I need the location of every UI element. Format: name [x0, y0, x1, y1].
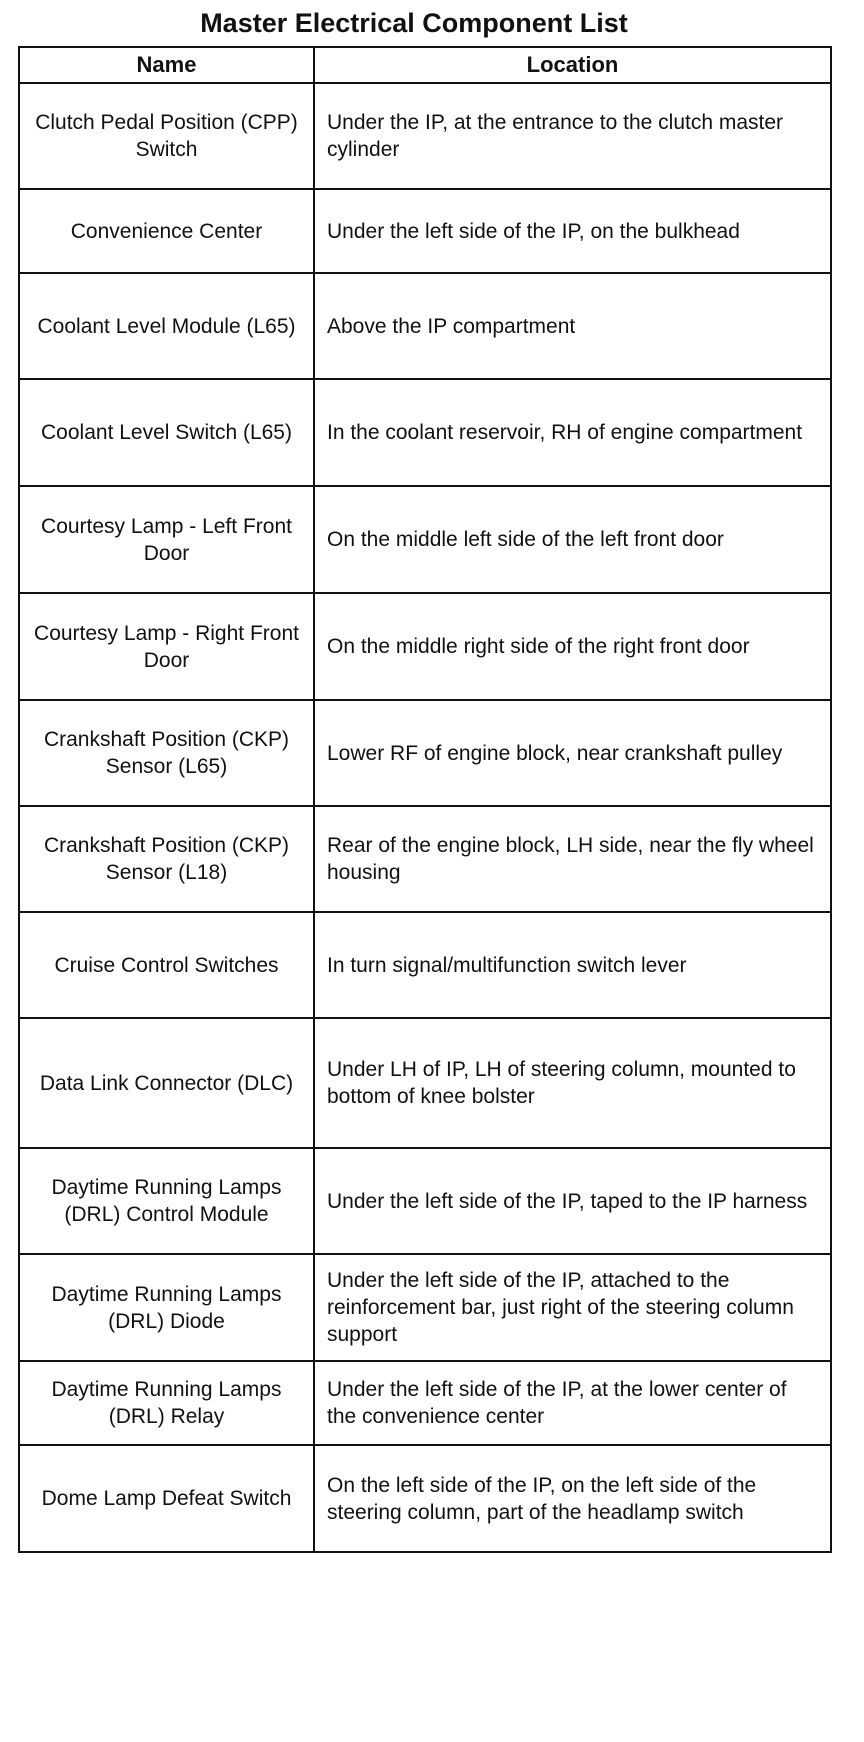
- component-name: Dome Lamp Defeat Switch: [19, 1445, 314, 1552]
- component-table: [18, 46, 832, 1553]
- component-location: In turn signal/multifunction switch lever: [314, 912, 831, 1018]
- component-name: Crankshaft Position (CKP) Sensor (L18): [19, 806, 314, 912]
- component-name: Courtesy Lamp - Right Front Door: [19, 593, 314, 700]
- table-row: [19, 189, 831, 273]
- table-header-row: [19, 47, 831, 83]
- column-header-location: Location: [314, 47, 831, 83]
- component-name: Convenience Center: [19, 189, 314, 273]
- table-row: [19, 912, 831, 1018]
- table-row: [19, 593, 831, 700]
- component-location: On the middle left side of the left front door: [314, 486, 831, 593]
- table-row: [19, 486, 831, 593]
- component-location: Under the left side of the IP, at the lower center of the convenience center: [314, 1361, 831, 1445]
- table-row: [19, 806, 831, 912]
- component-location: Rear of the engine block, LH side, near the fly wheel housing: [314, 806, 831, 912]
- page-title: Master Electrical Component List: [200, 8, 628, 38]
- component-name: Clutch Pedal Position (CPP) Switch: [19, 83, 314, 189]
- table-row: [19, 700, 831, 806]
- table-row: [19, 273, 831, 379]
- component-name: Daytime Running Lamps (DRL) Relay: [19, 1361, 314, 1445]
- component-name: Coolant Level Switch (L65): [19, 379, 314, 486]
- component-location: Under the left side of the IP, on the bulkhead: [314, 189, 831, 273]
- table-row: [19, 1361, 831, 1445]
- component-name: Courtesy Lamp - Left Front Door: [19, 486, 314, 593]
- column-header-name: Name: [19, 47, 314, 83]
- component-name: Daytime Running Lamps (DRL) Control Module: [19, 1148, 314, 1254]
- component-name: Cruise Control Switches: [19, 912, 314, 1018]
- component-location: On the middle right side of the right front door: [314, 593, 831, 700]
- component-name: Crankshaft Position (CKP) Sensor (L65): [19, 700, 314, 806]
- component-name: Data Link Connector (DLC): [19, 1018, 314, 1148]
- component-location: Under the IP, at the entrance to the clutch master cylinder: [314, 83, 831, 189]
- table-row: [19, 83, 831, 189]
- component-location: Under LH of IP, LH of steering column, mounted to bottom of knee bolster: [314, 1018, 831, 1148]
- component-name: Daytime Running Lamps (DRL) Diode: [19, 1254, 314, 1361]
- table-row: [19, 1445, 831, 1552]
- table-row: [19, 1254, 831, 1361]
- component-location: Above the IP compartment: [314, 273, 831, 379]
- component-location: On the left side of the IP, on the left side of the steering column, part of the headlamp switch: [314, 1445, 831, 1552]
- component-location: In the coolant reservoir, RH of engine compartment: [314, 379, 831, 486]
- table-row: [19, 379, 831, 486]
- component-location: Lower RF of engine block, near crankshaft pulley: [314, 700, 831, 806]
- component-location: Under the left side of the IP, taped to the IP harness: [314, 1148, 831, 1254]
- component-name: Coolant Level Module (L65): [19, 273, 314, 379]
- table-row: [19, 1018, 831, 1148]
- table-row: [19, 1148, 831, 1254]
- component-location: Under the left side of the IP, attached to the reinforcement bar, just right of the steering column support: [314, 1254, 831, 1361]
